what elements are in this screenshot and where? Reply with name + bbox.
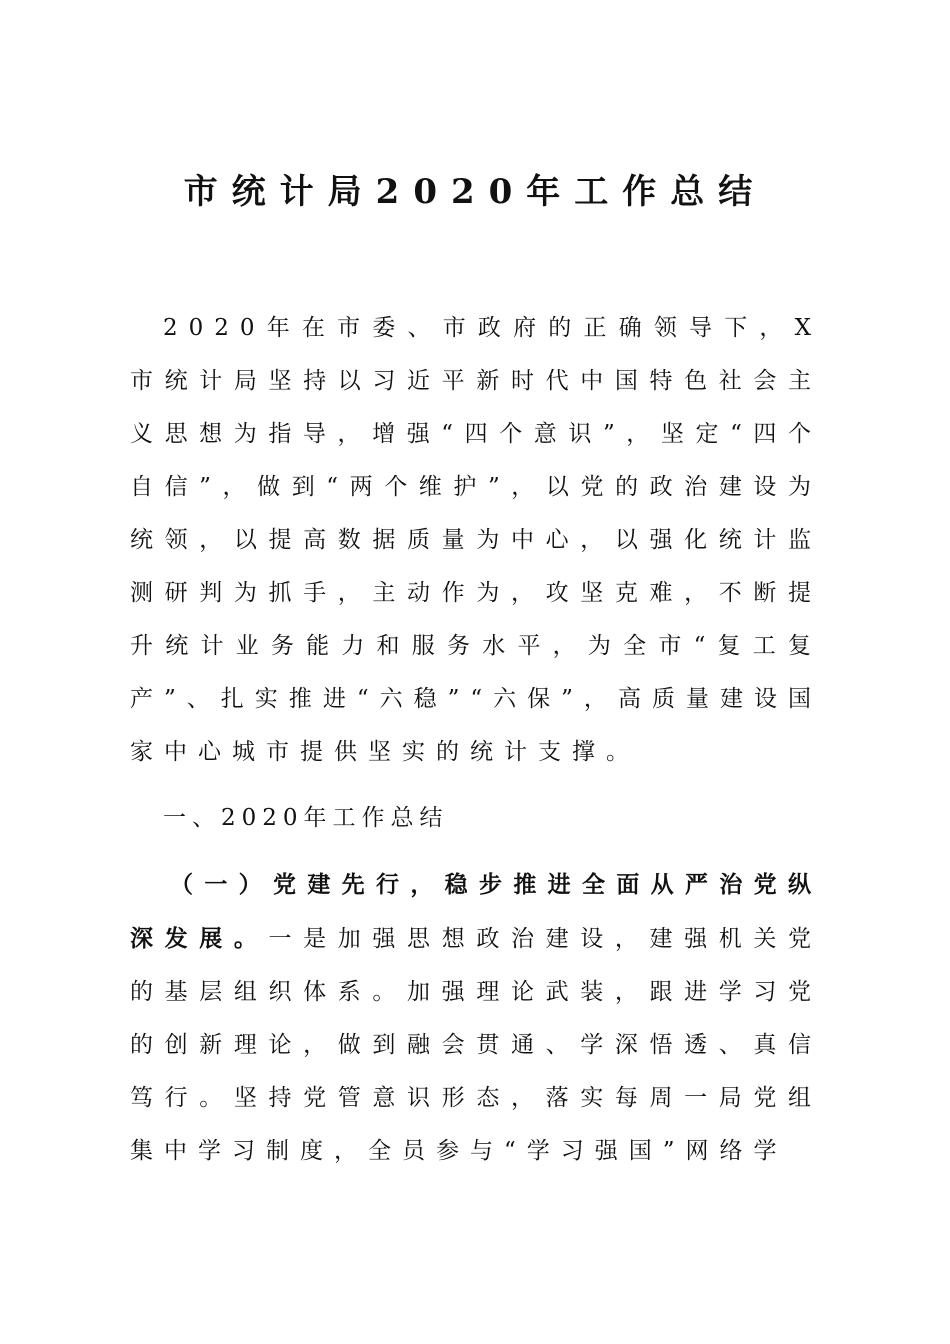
intro-paragraph: 2020年在市委、市政府的正确领导下，X市统计局坚持以习近平新时代中国特色社会主义思想为指导，增强“四个意识”，坚定“四个自信”，做到“两个维护”，以党的政治建设为统领，以提高数据质量为中心，以强化统计监测研判为抓手，主动作为，攻坚克难，不断提升统计业务能力和服务水平，为全市“复工复产”、扎实推进“六稳”“六保”，高质量建设国家中心城市提供坚实的统计支撑。 bbox=[130, 315, 822, 765]
section-heading: 一、2020年工作总结 bbox=[163, 805, 449, 831]
subsection-body: 一是加强思想政治建设，建强机关党的基层组织体系。加强理论武装，跟进学习党的创新理论，做到融会贯通、学深悟透、真信笃行。坚持党管意识形态，落实每周一局党组集中学习制度，全员参与“学习强国”网络学 bbox=[130, 926, 823, 1164]
subsection-heading: （一）党建先行，稳步推进全面从严治党纵深发展。 bbox=[130, 871, 822, 952]
subsection-paragraph bbox=[130, 858, 822, 1178]
document-title: 市统计局2020年工作总结 bbox=[183, 172, 767, 212]
